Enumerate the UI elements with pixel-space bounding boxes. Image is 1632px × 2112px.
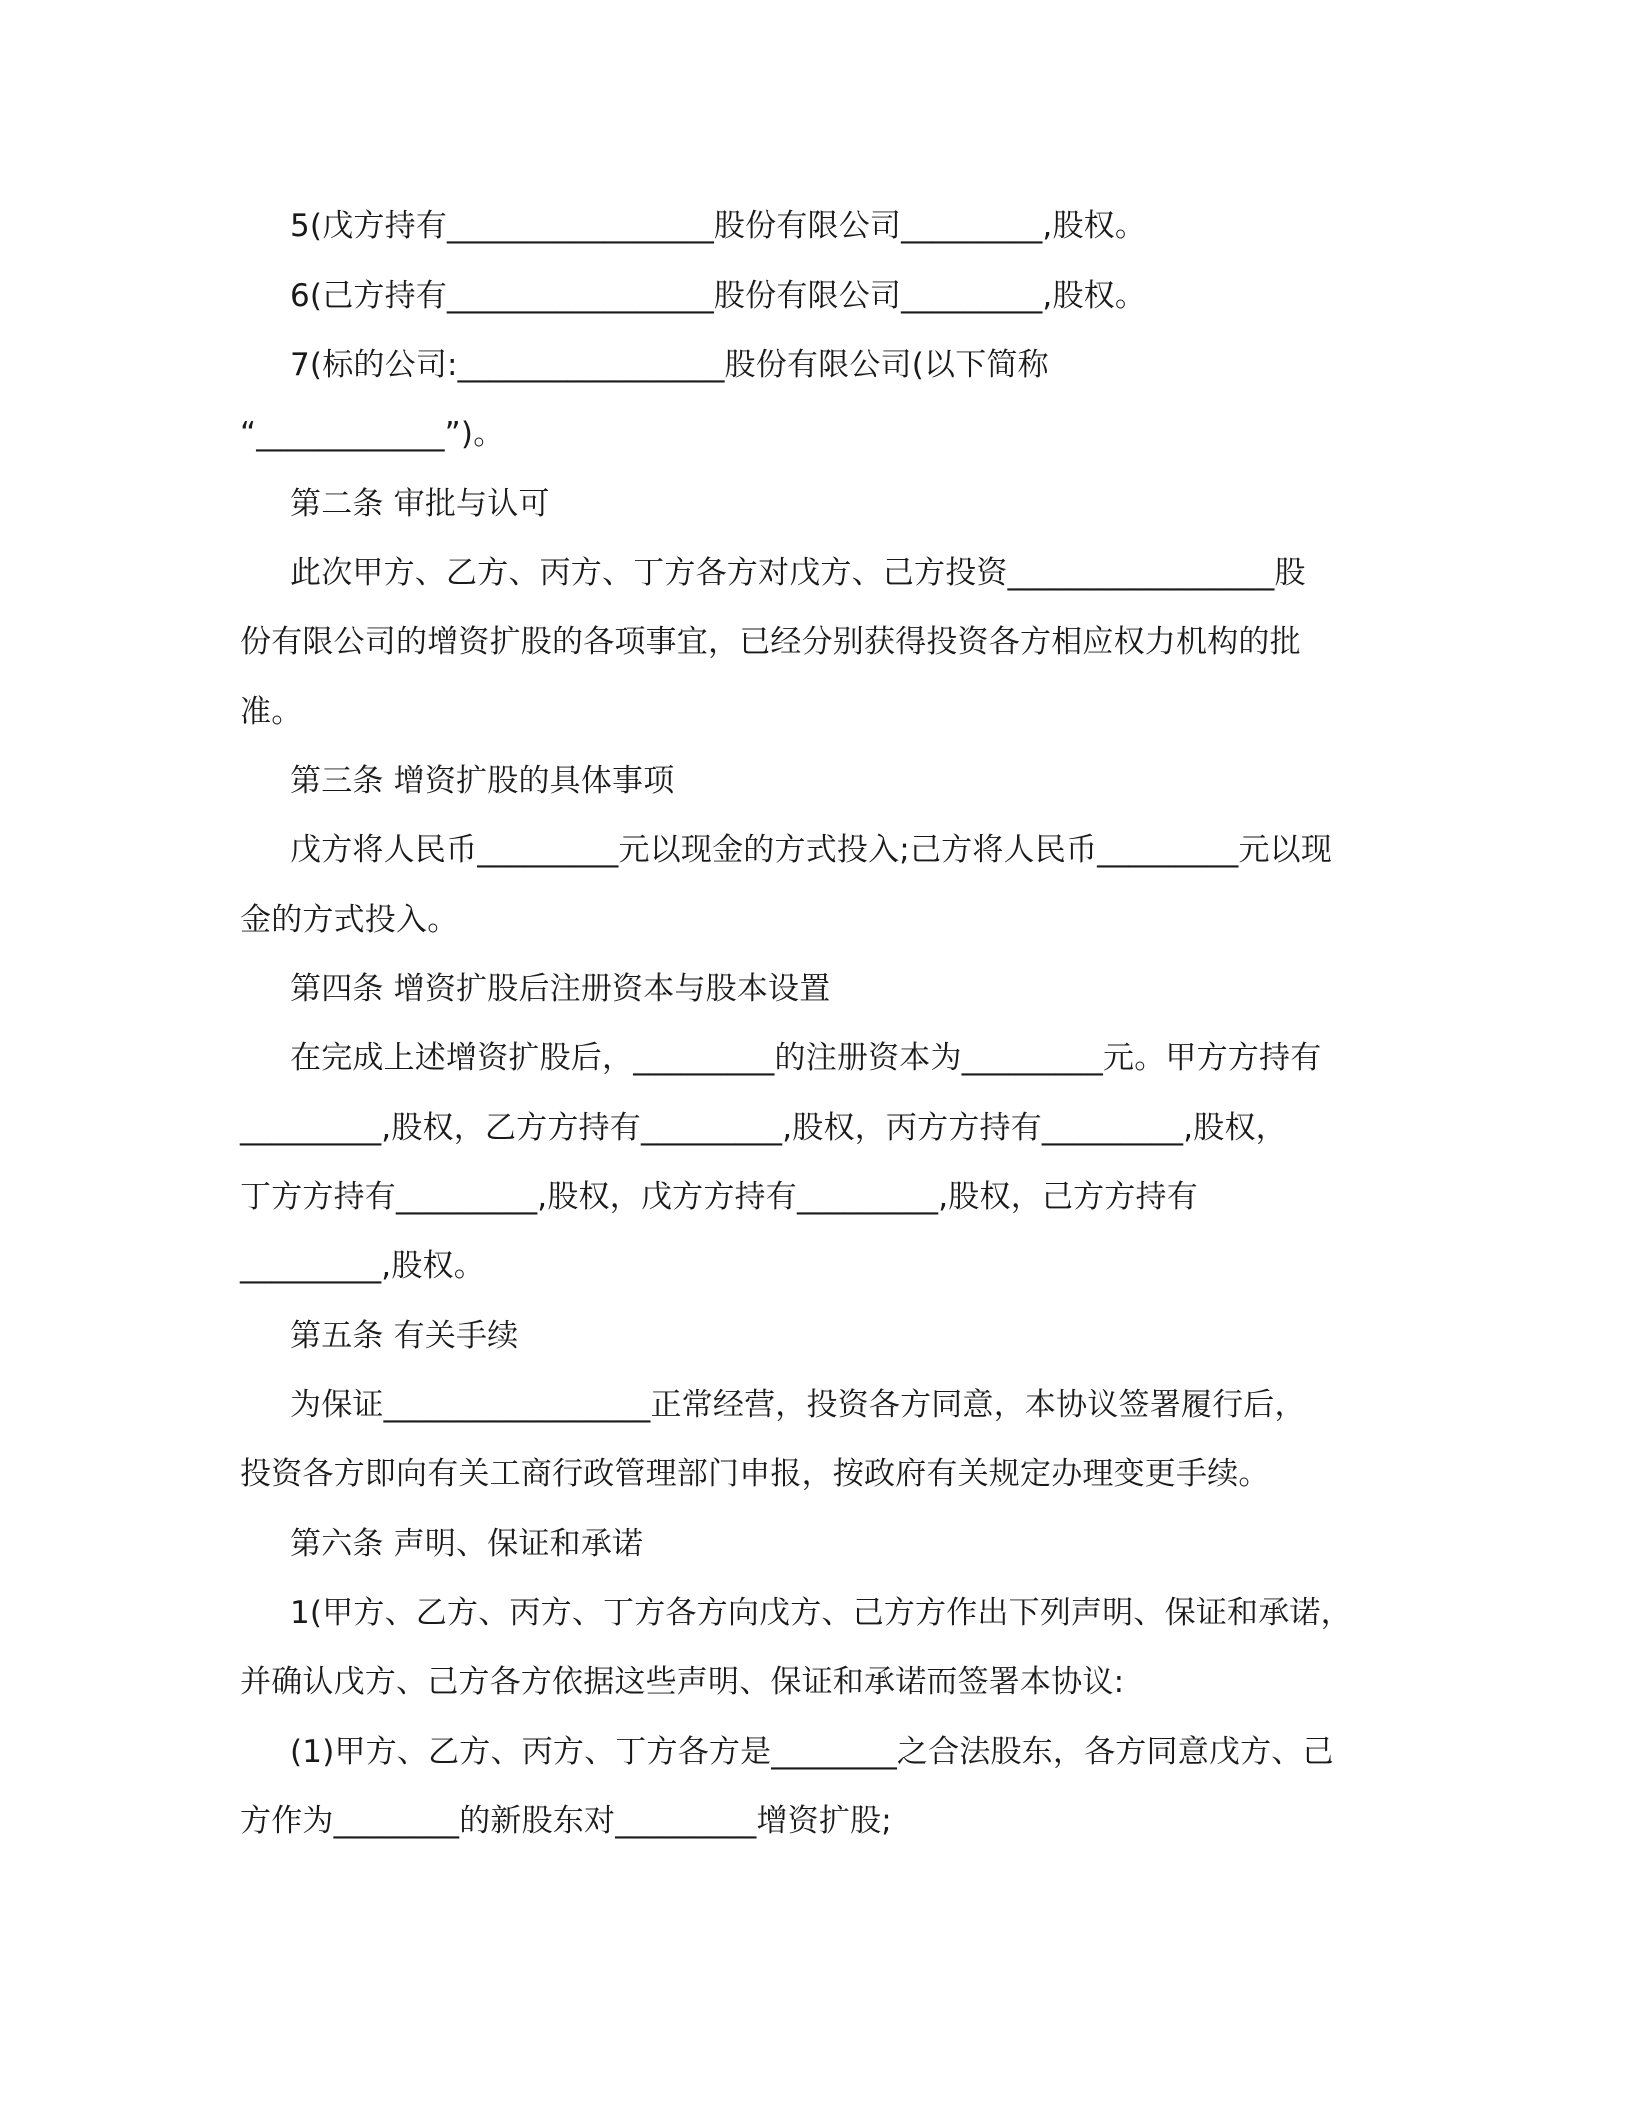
article-4-heading: 第四条 增资扩股后注册资本与股本设置 [290, 971, 831, 1007]
article-3-text-1: 戊方将人民币_________元以现金的方式投入;己方将人民币_________元以现 [290, 832, 1333, 868]
article-4-text-2: _________,股权，乙方方持有_________,股权，丙方方持有_________,股权， [240, 1110, 1287, 1146]
article-2-text-1: 此次甲方、乙方、丙方、丁方各方对戊方、己方投资_________________股 [290, 555, 1306, 591]
article-5-heading: 第五条 有关手续 [290, 1318, 519, 1354]
article-2-heading: 第二条 审批与认可 [290, 486, 550, 522]
article-4-text-4: _________,股权。 [240, 1248, 485, 1284]
article-3-text-2: 金的方式投入。 [240, 902, 459, 938]
clause-6-shareholding: 6(己方持有_________________股份有限公司_________,股权。 [290, 278, 1147, 314]
clause-7-target-company: 7(标的公司:_________________股份有限公司(以下简称 [290, 347, 1049, 383]
clause-5-shareholding: 5(戊方持有_________________股份有限公司_________,股权。 [290, 208, 1147, 244]
article-3-heading: 第三条 增资扩股的具体事项 [290, 763, 675, 799]
article-2-text-3: 准。 [240, 694, 303, 730]
article-6-item-1-text-1: (1)甲方、乙方、丙方、丁方各方是________之合法股东，各方同意戊方、己 [290, 1734, 1334, 1770]
article-4-text-1: 在完成上述增资扩股后，_________的注册资本为_________元。甲方方持有 [290, 1040, 1322, 1076]
article-4-text-3: 丁方方持有_________,股权，戊方方持有_________,股权，己方方持有 [240, 1179, 1198, 1215]
article-5-text-1: 为保证_________________正常经营，投资各方同意，本协议签署履行后， [290, 1387, 1306, 1423]
article-6-text-1: 1(甲方、乙方、丙方、丁方各方向戊方、己方方作出下列声明、保证和承诺， [290, 1595, 1352, 1631]
article-6-heading: 第六条 声明、保证和承诺 [290, 1526, 644, 1562]
article-5-text-2: 投资各方即向有关工商行政管理部门申报，按政府有关规定办理变更手续。 [240, 1456, 1270, 1492]
article-2-text-2: 份有限公司的增资扩股的各项事宜，已经分别获得投资各方相应权力机构的批 [240, 624, 1301, 660]
clause-7-short-name: “____________”)。 [240, 416, 505, 452]
article-6-item-1-text-2: 方作为________的新股东对_________增资扩股; [240, 1803, 892, 1839]
article-6-text-2: 并确认戊方、己方各方依据这些声明、保证和承诺而签署本协议: [240, 1664, 1125, 1700]
